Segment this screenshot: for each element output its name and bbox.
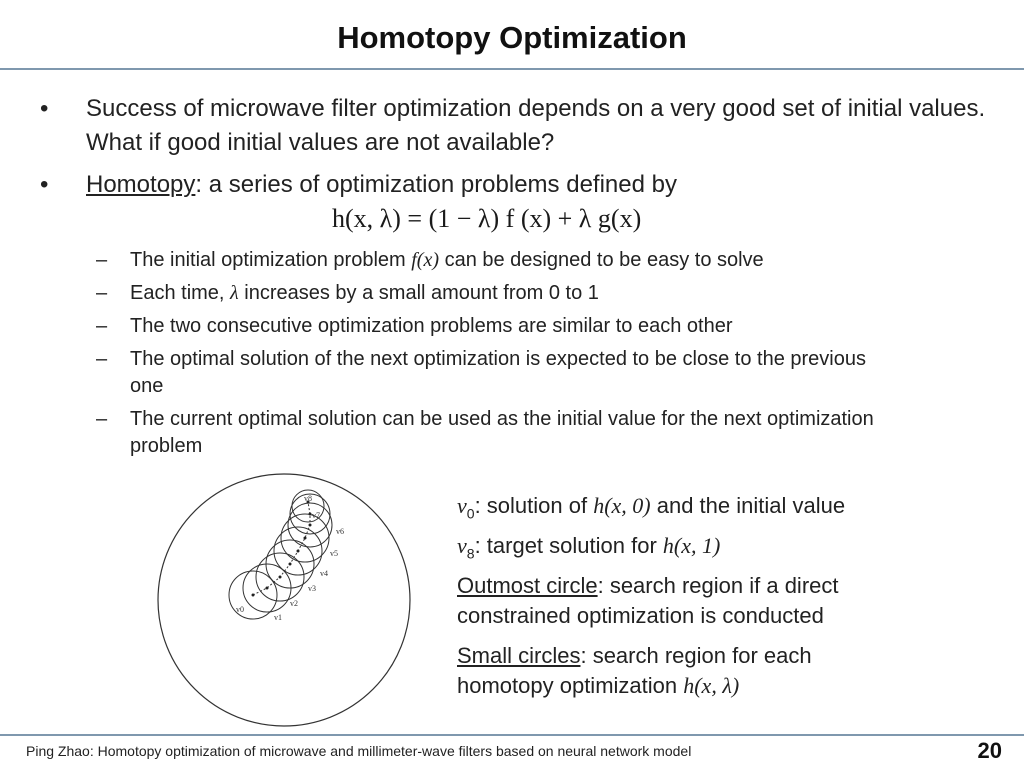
dash: – xyxy=(96,282,108,304)
v0-symbol: v xyxy=(457,493,467,518)
footer-citation: Ping Zhao: Homotopy optimization of microwave and millimeter-wave filters based on neural network model xyxy=(26,743,692,759)
outmost-term: Outmost circle xyxy=(457,573,598,598)
note-outmost-circle xyxy=(457,571,907,631)
v0-math: h(x, 0) xyxy=(593,493,651,518)
sub-text: The optimal solution of the next optimization is expected to be close to the previous one xyxy=(130,348,866,397)
sub-text: The initial optimization problem xyxy=(130,249,412,271)
sub-text: The current optimal solution can be used as the initial value for the next optimization problem xyxy=(130,408,874,457)
sub-text: The two consecutive optimization problems are similar to each other xyxy=(130,315,733,337)
footer-divider xyxy=(0,734,1024,736)
label-v8: v8 xyxy=(304,494,312,503)
label-v5: v5 xyxy=(330,549,338,558)
small-math: h(x, λ) xyxy=(683,673,740,698)
dash: – xyxy=(96,408,108,430)
note-v8 xyxy=(457,531,1017,568)
v8-text: : target solution for xyxy=(474,533,663,558)
v8-symbol: v xyxy=(457,533,467,558)
bullet-text: Success of microwave filter optimization depends on a very good set of initial values. What if good initial values are not available? xyxy=(86,95,986,156)
small-circles xyxy=(229,490,332,619)
small-term: Small circles xyxy=(457,643,581,668)
label-v3: v3 xyxy=(308,584,316,593)
small-text: : search region for each homotopy optimization xyxy=(457,643,812,698)
label-v2: v2 xyxy=(290,599,298,608)
sub-text-post: can be designed to be easy to solve xyxy=(439,249,764,271)
label-v0: v0 xyxy=(236,605,244,614)
label-v4: v4 xyxy=(320,569,328,578)
solution-points xyxy=(252,501,312,597)
sub-math: f(x) xyxy=(411,249,440,271)
outmost-text: : search region if a direct constrained optimization is conducted xyxy=(457,573,839,628)
v0-subscript: 0 xyxy=(466,505,475,522)
bullet-dot: • xyxy=(40,171,49,198)
label-v7: v7 xyxy=(312,511,320,520)
note-v0 xyxy=(457,491,1017,528)
formula-text: h(x, λ) = (1 − λ) f (x) + λ g(x) xyxy=(332,204,642,233)
v8-math: h(x, 1) xyxy=(662,533,721,558)
solution-path xyxy=(253,502,310,595)
homotopy-term: Homotopy xyxy=(86,171,196,198)
homotopy-search-diagram xyxy=(120,470,450,732)
label-v1: v1 xyxy=(274,613,282,622)
label-v6: v6 xyxy=(336,527,344,536)
outmost-circle xyxy=(158,474,410,726)
dash: – xyxy=(96,315,108,337)
v8-subscript: 8 xyxy=(466,545,475,562)
dash: – xyxy=(96,249,108,271)
sub-text-post: increases by a small amount from 0 to 1 xyxy=(238,282,599,304)
homotopy-formula xyxy=(332,204,641,234)
page-number: 20 xyxy=(977,738,1002,763)
note-small-circles xyxy=(457,641,907,701)
sub-math: λ xyxy=(230,282,239,304)
slide-title: Homotopy Optimization xyxy=(337,20,687,55)
bullet-dot: • xyxy=(40,95,49,122)
dash: – xyxy=(96,348,108,370)
homotopy-definition: : a series of optimization problems defined by xyxy=(195,171,677,198)
title-divider xyxy=(0,68,1024,70)
v0-text: : solution of xyxy=(474,493,594,518)
v0-text-post: and the initial value xyxy=(650,493,846,518)
sub-text: Each time, xyxy=(130,282,231,304)
